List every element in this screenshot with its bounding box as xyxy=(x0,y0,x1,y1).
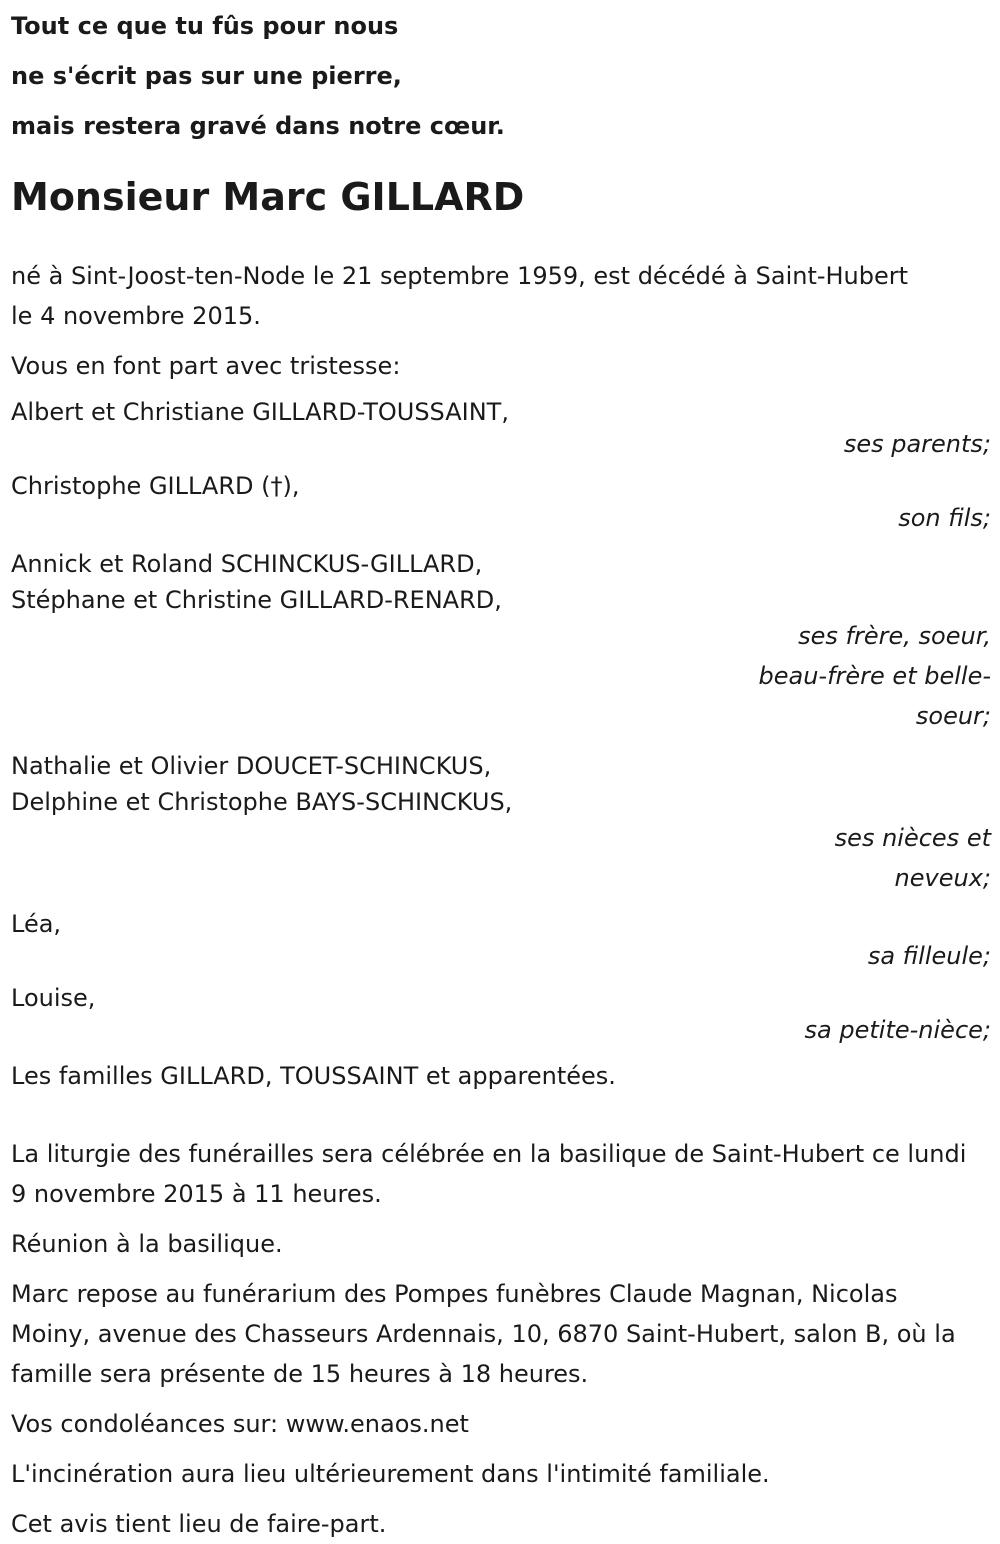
announcement-intro: Vous en font part avec tristesse: xyxy=(11,352,401,380)
nieces-relation: ses nièces et neveux; xyxy=(834,824,991,892)
quote-line: mais restera gravé dans notre cœur. xyxy=(11,112,505,140)
repose-info: Marc repose au funérarium des Pompes funèbres Claude Magnan, Nicolas Moiny, avenue des Chasseurs Ardennais, 10, 6870 Saint-Hubert, salon B, où la famille sera présente de 15 heures à 18 heures. xyxy=(11,1280,956,1388)
son-names: Christophe GILLARD (†), xyxy=(11,472,300,500)
family-son xyxy=(11,470,991,534)
siblings-names: Stéphane et Christine GILLARD-RENARD, xyxy=(11,586,502,614)
nieces-names: Nathalie et Olivier DOUCET-SCHINCKUS, xyxy=(11,752,492,780)
siblings-names: Annick et Roland SCHINCKUS-GILLARD, xyxy=(11,550,483,578)
families-line: Les familles GILLARD, TOUSSAINT et apparentées. xyxy=(11,1062,616,1090)
parents-relation: ses parents; xyxy=(843,430,991,458)
obituary-notice xyxy=(11,0,991,1544)
cremation-info: L'incinération aura lieu ultérieurement dans l'intimité familiale. xyxy=(11,1460,770,1488)
grandniece-relation: sa petite-nièce; xyxy=(804,1016,991,1044)
family-grandniece xyxy=(11,982,991,1046)
siblings-relation: ses frère, soeur, beau-frère et belle-soeur; xyxy=(758,622,991,730)
nieces-names: Delphine et Christophe BAYS-SCHINCKUS, xyxy=(11,788,513,816)
parents-names: Albert et Christiane GILLARD-TOUSSAINT, xyxy=(11,398,509,426)
notice-info: Cet avis tient lieu de faire-part. xyxy=(11,1510,387,1538)
family-nieces xyxy=(11,746,991,898)
family-goddaughter xyxy=(11,908,991,972)
family-siblings xyxy=(11,544,991,736)
grandniece-name: Louise, xyxy=(11,984,96,1012)
deceased-name: Monsieur Marc GILLARD xyxy=(11,175,525,219)
liturgy-info: La liturgie des funérailles sera célébrée en la basilique de Saint-Hubert ce lundi 9 novembre 2015 à 11 heures. xyxy=(11,1140,967,1208)
goddaughter-name: Léa, xyxy=(11,910,62,938)
meeting-info: Réunion à la basilique. xyxy=(11,1230,283,1258)
epitaph-quote xyxy=(11,1,991,151)
son-relation: son fils; xyxy=(898,504,991,532)
family-parents xyxy=(11,396,991,460)
quote-line: Tout ce que tu fûs pour nous xyxy=(11,12,399,40)
birth-death-line: né à Sint-Joost-ten-Node le 21 septembre 1959, est décédé à Saint-Hubert le 4 novembre 2015. xyxy=(11,262,909,330)
goddaughter-relation: sa filleule; xyxy=(867,942,991,970)
quote-line: ne s'écrit pas sur une pierre, xyxy=(11,62,402,90)
condolences-info: Vos condoléances sur: www.enaos.net xyxy=(11,1410,469,1438)
